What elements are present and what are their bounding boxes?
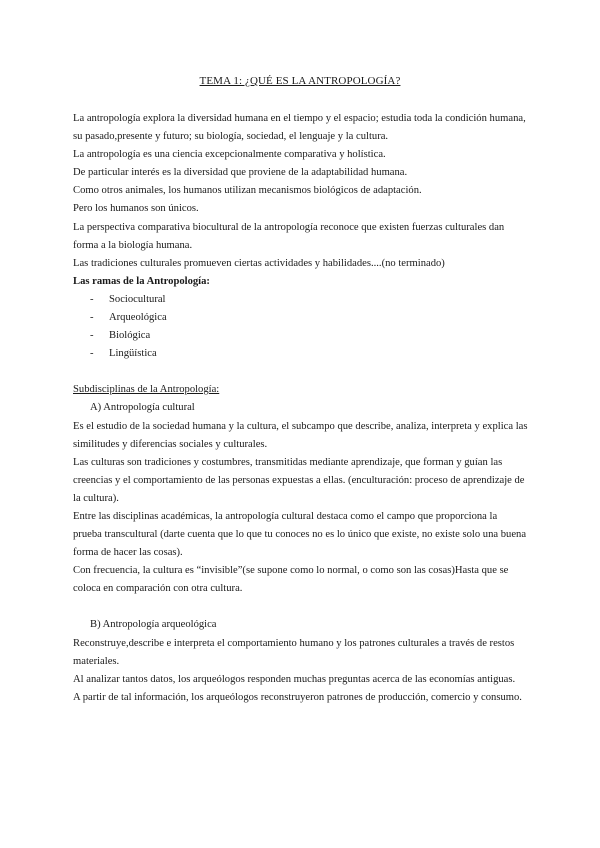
intro-paragraph: Como otros animales, los humanos utilizan mecanismos biológicos de adaptación. <box>73 185 422 197</box>
list-item-label: Biológica <box>109 330 151 342</box>
list-item <box>73 327 528 345</box>
intro-paragraph: Pero los humanos son únicos. <box>73 203 199 215</box>
spacer <box>73 363 528 381</box>
intro-paragraph: Las tradiciones culturales promueven ciertas actividades y habilidades....(no terminado) <box>73 257 445 269</box>
list-item <box>73 309 528 327</box>
intro-paragraph: La perspectiva comparativa biocultural de la antropología reconoce que existen fuerzas culturales dan forma a la biología humana. <box>73 221 505 251</box>
intro-paragraph: De particular interés es la diversidad que proviene de la adaptabilidad humana. <box>73 167 408 179</box>
section-b-paragraph: Reconstruye,describe e interpreta el comportamiento humano y los patrones culturales a través de restos materiales. <box>73 637 515 667</box>
intro-paragraph: La antropología es una ciencia excepcionalmente comparativa y holística. <box>73 149 386 161</box>
subdisciplinas-heading: Subdisciplinas de la Antropología: <box>73 384 220 396</box>
dash-marker: - <box>90 293 94 305</box>
page-title: TEMA 1: ¿QUÉ ES LA ANTROPOLOGÍA? <box>199 75 401 87</box>
section-a-paragraph: Es el estudio de la sociedad humana y la cultura, el subcampo que describe, analiza, interpreta y explica las similitudes y diferencias sociales y culturales. <box>73 420 528 450</box>
section-a-paragraph: Entre las disciplinas académicas, la antropología cultural destaca como el campo que proporciona la prueba transcultural (darte cuenta que lo que tu conoces no es lo único que existe, no existe solo una buena forma de hacer las cosas). <box>73 510 527 559</box>
ramas-heading: Las ramas de la Antropología: <box>73 275 210 287</box>
dash-marker: - <box>90 348 94 360</box>
spacer <box>73 598 528 616</box>
list-item-label: Sociocultural <box>109 293 166 305</box>
section-b-label: B) Antropología arqueológica <box>90 619 217 631</box>
ramas-list <box>73 291 528 363</box>
list-item-label: Lingüística <box>109 348 157 360</box>
section-a-label: A) Antropología cultural <box>90 402 195 414</box>
dash-marker: - <box>90 330 94 342</box>
document-body <box>73 110 528 707</box>
intro-paragraph: La antropología explora la diversidad humana en el tiempo y el espacio; estudia toda la condición humana, su pasado,presente y futuro; su biología, sociedad, el lenguaje y la cultura. <box>73 113 526 143</box>
list-item-label: Arqueológica <box>109 312 167 324</box>
section-b-paragraph: Al analizar tantos datos, los arqueólogos responden muchas preguntas acerca de las economías antiguas. <box>73 673 516 685</box>
list-item <box>73 291 528 309</box>
section-a-paragraph: Con frecuencia, la cultura es “invisible”(se supone como lo normal, o como son las cosas)Hasta que se coloca en comparación con otra cultura. <box>73 565 509 595</box>
section-a-paragraph: Las culturas son tradiciones y costumbres, transmitidas mediante aprendizaje, que forman y guían las creencias y el comportamiento de las personas expuestas a ellas. (enculturación: proceso de aprendizaje de la cultura). <box>73 456 525 504</box>
section-b-paragraph: A partir de tal información, los arqueólogos reconstruyeron patrones de producción, comercio y consumo. <box>73 691 522 703</box>
dash-marker: - <box>90 312 94 324</box>
list-item <box>73 345 528 363</box>
